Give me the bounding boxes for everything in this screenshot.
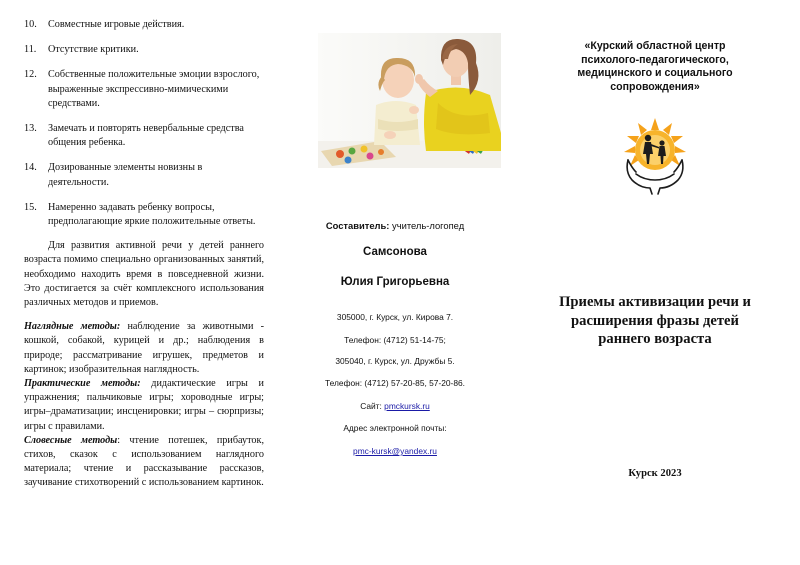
organization-name: «Курский областной центр психолого-педагогического, медицинского и социального сопровождения» (577, 40, 733, 93)
address-2: 305040, г. Курск, ул. Дружбы 5. (335, 356, 455, 366)
list-item: 10. Совместные игровые действия. (24, 19, 185, 30)
address-1: 305000, г. Курск, ул. Кирова 7. (336, 312, 454, 322)
list-item: 11. Отсутствие критики. (24, 44, 139, 56)
method-label: Словесные методы (24, 434, 118, 446)
phone-1: Телефон: (4712) 51-14-75; (344, 335, 446, 345)
practical-methods: Практические методы: дидактические игры и упражнения; пальчиковые игры; хороводные игры; игры–драматизации; инсценировки; игры – сюрпризы; игры с правилами. (24, 378, 264, 432)
list-item: 15. Намеренно задавать ребенку вопросы, предполагающие яркие положительные ответы. (24, 201, 256, 228)
list-item: 13. Замечать и повторять невербальные средства общения ребенка. (24, 123, 244, 149)
author-full-name: Юлия Григорьевна (340, 276, 450, 288)
email-link[interactable]: pmc-kursk@yandex.ru (353, 446, 437, 456)
method-label: Практические методы: (24, 378, 141, 390)
list-item: 12. Собственные положительные эмоции взрослого, выраженные экспрессивно-мимическими средствами. (24, 69, 260, 109)
sun-hands-family-logo (622, 116, 688, 196)
brochure-title: Приемы активизации речи и расширения фразы детей раннего возраста (559, 294, 751, 347)
intro-paragraph: Для развития активной речи у детей раннего возраста помимо специально организованных занятий, необходимо находить время в повседневной жизни. Это достигается за счёт комплексного использования различных методов и приемов. (24, 240, 264, 309)
site-line: Сайт: pmckursk.ru (360, 401, 430, 411)
email-label: Адрес электронной почты: (343, 423, 447, 433)
mother-and-child-photo (318, 33, 501, 168)
phone-2: Телефон: (4712) 57-20-85, 57-20-86. (325, 378, 465, 388)
site-link[interactable]: pmckursk.ru (384, 401, 430, 411)
middle-panel (290, 0, 500, 565)
city-year: Курск 2023 (628, 468, 682, 479)
verbal-methods: Словесные методы: чтение потешек, прибауток, стихов, сказок с использованием наглядного материала; чтение и рассказывание рассказов, заучивание стихотворений с использованием картинок. (24, 434, 265, 489)
visual-methods: Наглядные методы: наблюдение за животными - кошкой, собакой, курицей и др.; наблюдения в природе; рассматривание игрушек, предметов и картинок; изобразительная наглядность. (24, 321, 264, 375)
list-item: 14. Дозированные элементы новизны в деятельности. (24, 162, 203, 188)
email-line (290, 446, 500, 456)
composer-line: Составитель: учитель-логопед (325, 220, 465, 231)
left-panel (24, 18, 264, 491)
author-last-name: Самсонова (363, 246, 427, 258)
tips-list (24, 18, 264, 229)
methods-section (24, 320, 264, 490)
method-label: Наглядные методы: (24, 321, 121, 333)
right-panel (530, 0, 780, 565)
